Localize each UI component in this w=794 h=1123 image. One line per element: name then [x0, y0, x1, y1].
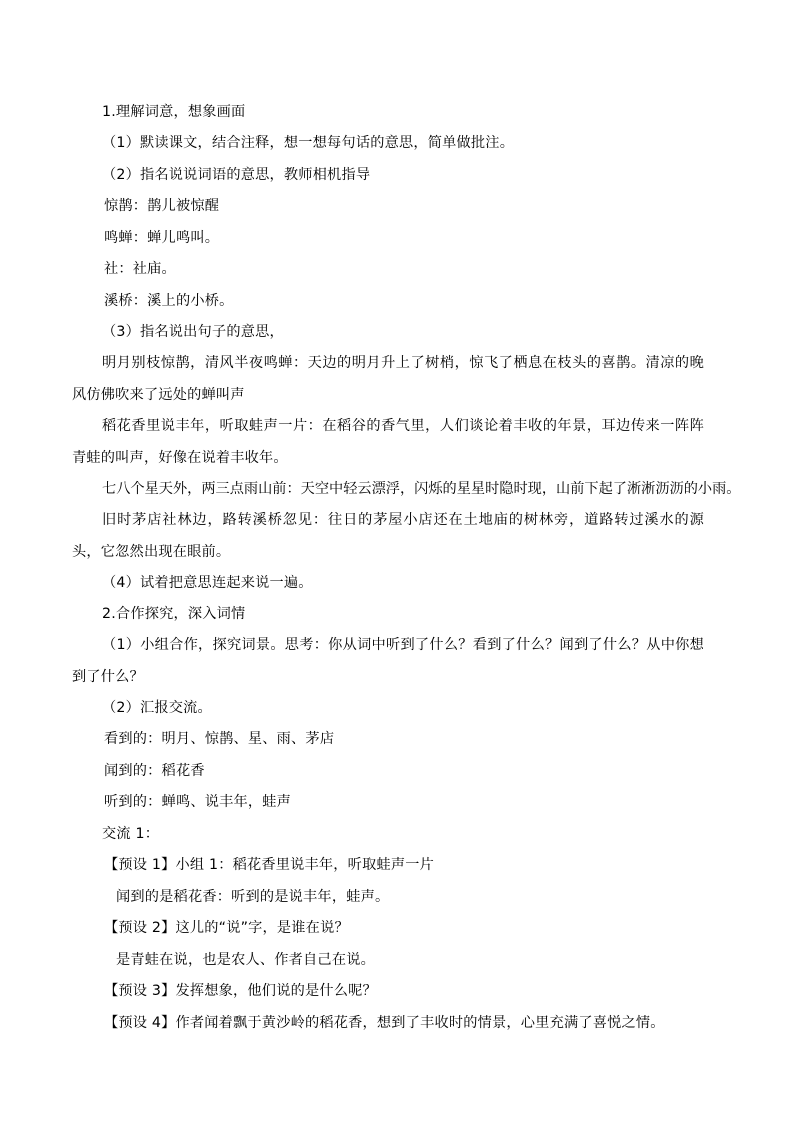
list-item: 听到的：蝉鸣、说丰年，蛙声: [104, 794, 292, 810]
preset-item: 【预设 3】发挥想象，他们说的是什么呢？: [104, 983, 377, 999]
paragraph: （2）指名说说词语的意思，教师相机指导: [102, 167, 371, 183]
definition-item: 惊鹊：鹊儿被惊醒: [104, 198, 220, 214]
preset-answer: 是青蛙在说，也是农人、作者自己在说。: [116, 952, 375, 968]
definition-item: 溪桥：溪上的小桥。: [104, 293, 234, 309]
sentence-explanation: 七八个星天外，两三点雨山前：天空中轻云漂浮，闪烁的星星时隐时现，山前下起了淅淅沥沥的小雨。: [102, 481, 741, 497]
preset-answer: 闻到的是稻花香：听到的是说丰年，蛙声。: [116, 889, 390, 905]
preset-item: 【预设 2】这儿的“说”字，是谁在说？: [104, 920, 349, 936]
definition-item: 鸣蝉：蝉儿鸣叫。: [104, 230, 220, 246]
paragraph: （2）汇报交流。: [102, 700, 212, 716]
list-item: 闻到的：稻花香: [104, 763, 205, 779]
paragraph: （3）指名说出句子的意思，: [102, 324, 284, 340]
paragraph: 交流 1：: [102, 826, 160, 842]
preset-item: 【预设 1】小组 1：稻花香里说丰年，听取蛙声一片: [104, 857, 435, 873]
paragraph: （4）试着把意思连起来说一遍。: [102, 575, 313, 591]
heading-2: 2.合作探究，深入词情: [102, 606, 246, 622]
sentence-explanation: 明月别枝惊鹊，清风半夜鸣蝉：天边的明月升上了树梢，惊飞了栖息在枝头的喜鹊。清凉的晚风仿佛吹来了远处的蝉叫声: [72, 355, 704, 403]
heading-1: 1.理解词意，想象画面: [102, 104, 246, 120]
sentence-explanation: 旧时茅店社林边，路转溪桥忽见：往日的茅屋小店还在土地庙的树林旁，道路转过溪水的源头，它忽然出现在眼前。: [72, 512, 704, 560]
paragraph: （1）默读课文，结合注释，想一想每句话的意思，简单做批注。: [102, 135, 515, 151]
preset-item: 【预设 4】作者闻着飘于黄沙岭的稻花香，想到了丰收时的情景，心里充满了喜悦之情。: [104, 1015, 665, 1031]
sentence-explanation: 稻花香里说丰年，听取蛙声一片：在稻谷的香气里，人们谈论着丰收的年景，耳边传来一阵阵青蛙的叫声，好像在说着丰收年。: [72, 418, 704, 466]
definition-item: 社：社庙。: [104, 261, 176, 277]
paragraph: （1）小组合作，探究词景。思考：你从词中听到了什么？看到了什么？闻到了什么？从中你想到了什么？: [72, 637, 704, 685]
list-item: 看到的：明月、惊鹊、星、雨、茅店: [104, 731, 335, 747]
